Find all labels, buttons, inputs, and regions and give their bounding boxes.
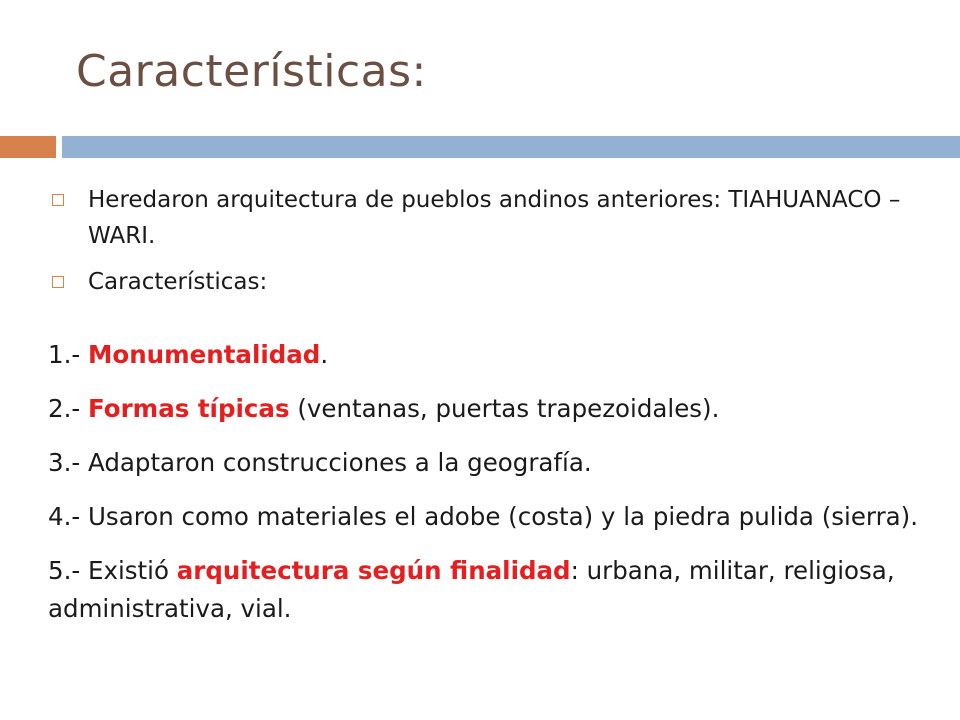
characteristic-item-5: [48, 552, 938, 628]
item-prefix: 1.-: [48, 340, 89, 369]
item-text: 3.- Adaptaron construcciones a la geografía.: [48, 448, 592, 477]
item-prefix: 2.-: [48, 394, 89, 423]
bullet-text: Características:: [88, 269, 268, 295]
item-highlight: arquitectura según finalidad: [176, 556, 571, 585]
slide-title: Características:: [76, 46, 427, 97]
characteristic-item-4: [48, 498, 938, 536]
item-highlight: Formas típicas: [88, 394, 290, 423]
item-prefix: 5.- Existió: [48, 556, 177, 585]
bullet-item: [48, 264, 928, 300]
characteristic-item-3: [48, 444, 938, 482]
item-suffix: .: [320, 340, 329, 369]
item-suffix: (ventanas, puertas trapezoidales).: [289, 394, 720, 423]
square-bullet-icon: [52, 276, 64, 288]
bullet-text: Heredaron arquitectura de pueblos andinos anteriores: TIAHUANACO – WARI.: [88, 187, 901, 249]
characteristics-list: [48, 336, 938, 644]
item-suffix: : urbana, militar, religiosa, administrativa, vial.: [48, 556, 895, 623]
characteristic-item-2: [48, 390, 938, 428]
square-bullet-icon: [52, 194, 64, 206]
characteristic-item-1: [48, 336, 938, 374]
bullet-item: [48, 182, 928, 254]
item-highlight: Monumentalidad: [88, 340, 321, 369]
title-accent-bar-blue: [62, 136, 960, 158]
item-text: 4.- Usaron como materiales el adobe (costa) y la piedra pulida (sierra).: [48, 502, 919, 531]
title-accent-bar-orange: [0, 136, 56, 158]
bullet-list: [48, 182, 928, 310]
